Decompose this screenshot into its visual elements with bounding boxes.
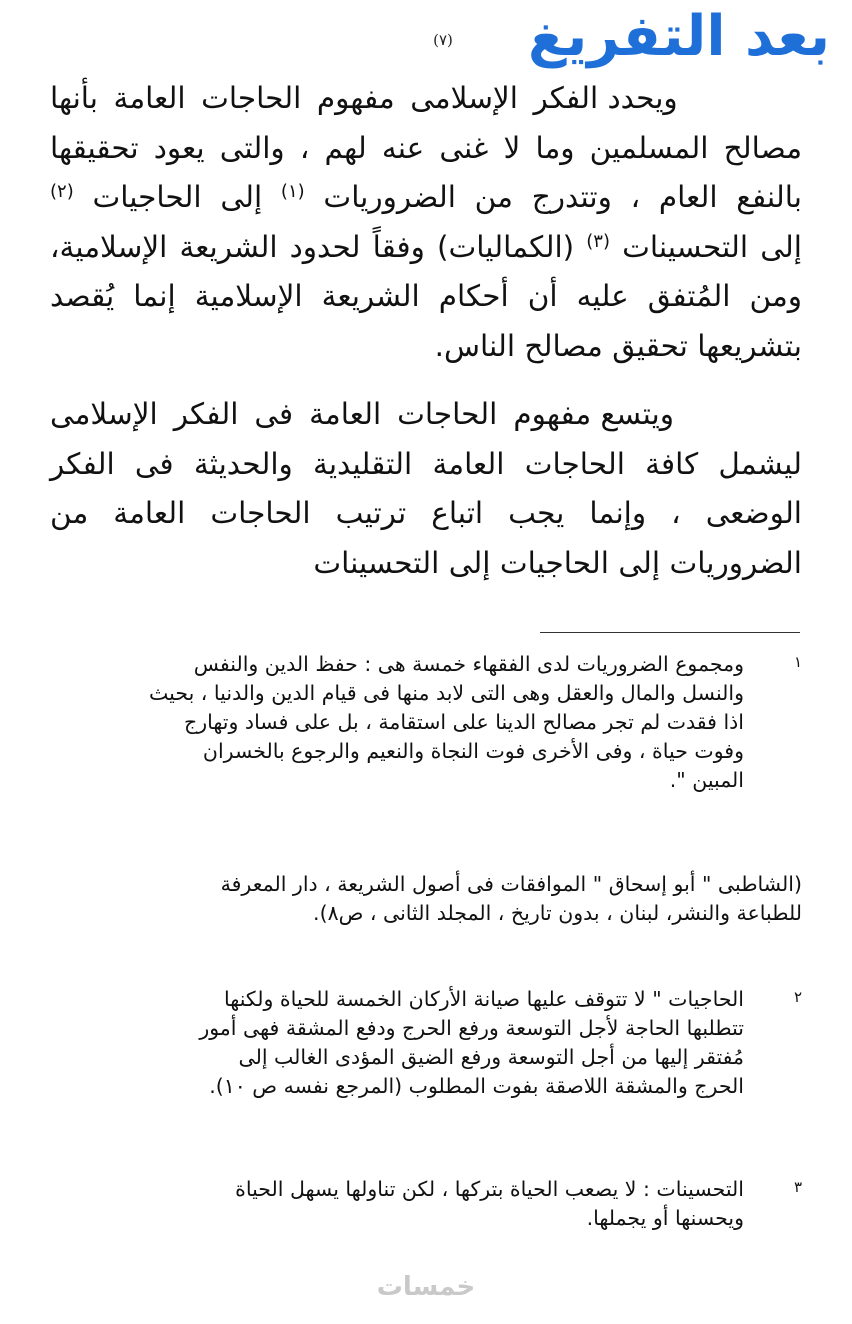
paragraph-2 [50,390,802,588]
footnote-separator [540,632,800,633]
paragraph-line [50,74,802,124]
paragraph-line [50,173,802,223]
paragraph-line: الضروريات إلى الحاجيات إلى التحسينات [313,545,802,580]
footnote-line: ويحسنها أو يجملها. [586,1206,744,1230]
footnote-ref-3[interactable]: (٣) [586,230,610,252]
footnote-line: والنسل والمال والعقل وهى التى لابد منها فى قيام الدين والدنيا ، بحيث [149,681,744,705]
paragraph-1 [50,74,802,371]
footnote-3 [50,1175,802,1233]
footnote-line: تتطلبها الحاجة لأجل التوسعة ورفع الحرج ودفع المشقة فهى أمور [199,1016,744,1040]
paragraph-line-text: إلى التحسينات [622,229,802,264]
footnote-line: مُفتقر إليها من أجل التوسعة ورفع الضيق المؤدى الغالب إلى [238,1045,744,1069]
footnote-line: الحرج والمشقة اللاصقة بفوت المطلوب (المرجع نفسه ص ١٠). [209,1074,744,1098]
paragraph-line: الوضعى ، وإنما يجب اتباع ترتيب الحاجات العامة من [50,496,802,530]
paragraph-line: مصالح المسلمين وما لا غنى عنه لهم ، والتى يعود تحقيقها [50,130,802,165]
footnote-number: ٢ [793,988,802,1006]
footnote-line: للطباعة والنشر، لبنان ، بدون تاريخ ، المجلد الثانى ، ص٨). [313,901,802,925]
paragraph-line [50,390,802,440]
paragraph-line: ومن المُتفق عليه أن أحكام الشريعة الإسلامية إنما يُقصد [50,279,802,313]
watermark-logo: خمسات [376,1272,476,1302]
paragraph-line-text: ويحدد الفكر الإسلامى مفهوم الحاجات العامة بأنها [50,81,678,115]
footnote-ref-1[interactable]: (١) [280,181,305,202]
footnote-line: اذا فقدت لم تجر مصالح الدينا على استقامة ، بل على فساد وتهارج [183,710,744,734]
footnote-line: التحسينات : لا يصعب الحياة بتركها ، لكن تناولها يسهل الحياة [235,1177,744,1201]
footnote-body [50,870,802,928]
header-stamp: بعد التفريغ [528,4,830,69]
page-number: (٧) [433,31,453,49]
footnote-2 [50,985,802,1101]
footnote-line: المبين ". [669,768,744,792]
paragraph-line-text: بالنفع العام ، وتتدرج من الضروريات [323,180,802,214]
footnote-line: وفوت حياة ، وفى الأخرى فوت النجاة والنعيم والرجوع بالخسران [202,739,744,763]
footnote-number: ٣ [793,1178,802,1196]
footnote-1-source [50,870,802,928]
paragraph-line-text: إلى الحاجيات [92,180,263,214]
footnote-line: الحاجيات " لا تتوقف عليها صيانة الأركان الخمسة للحياة ولكنها [224,987,744,1011]
paragraph-line [50,223,802,273]
footnote-body [50,985,744,1101]
footnote-number: ١ [793,653,802,671]
footnote-body [50,650,744,795]
paragraph-line-text: (الكماليات) وفقاً لحدود الشريعة الإسلامية، [50,229,575,264]
footnote-body [50,1175,744,1233]
paragraph-line: بتشريعها تحقيق مصالح الناس. [434,328,802,363]
paragraph-line-text: ويتسع مفهوم الحاجات العامة فى الفكر الإسلامى [50,397,674,431]
footnote-line: ومجموع الضروريات لدى الفقهاء خمسة هى : حفظ الدين والنفس [193,652,744,676]
footnote-ref-2[interactable]: (٢) [50,181,74,202]
footnote-line: (الشاطبى " أبو إسحاق " الموافقات فى أصول الشريعة ، دار المعرفة [220,872,802,896]
paragraph-line: ليشمل كافة الحاجات العامة التقليدية والحديثة فى الفكر [50,446,802,481]
footnote-1 [50,650,802,795]
